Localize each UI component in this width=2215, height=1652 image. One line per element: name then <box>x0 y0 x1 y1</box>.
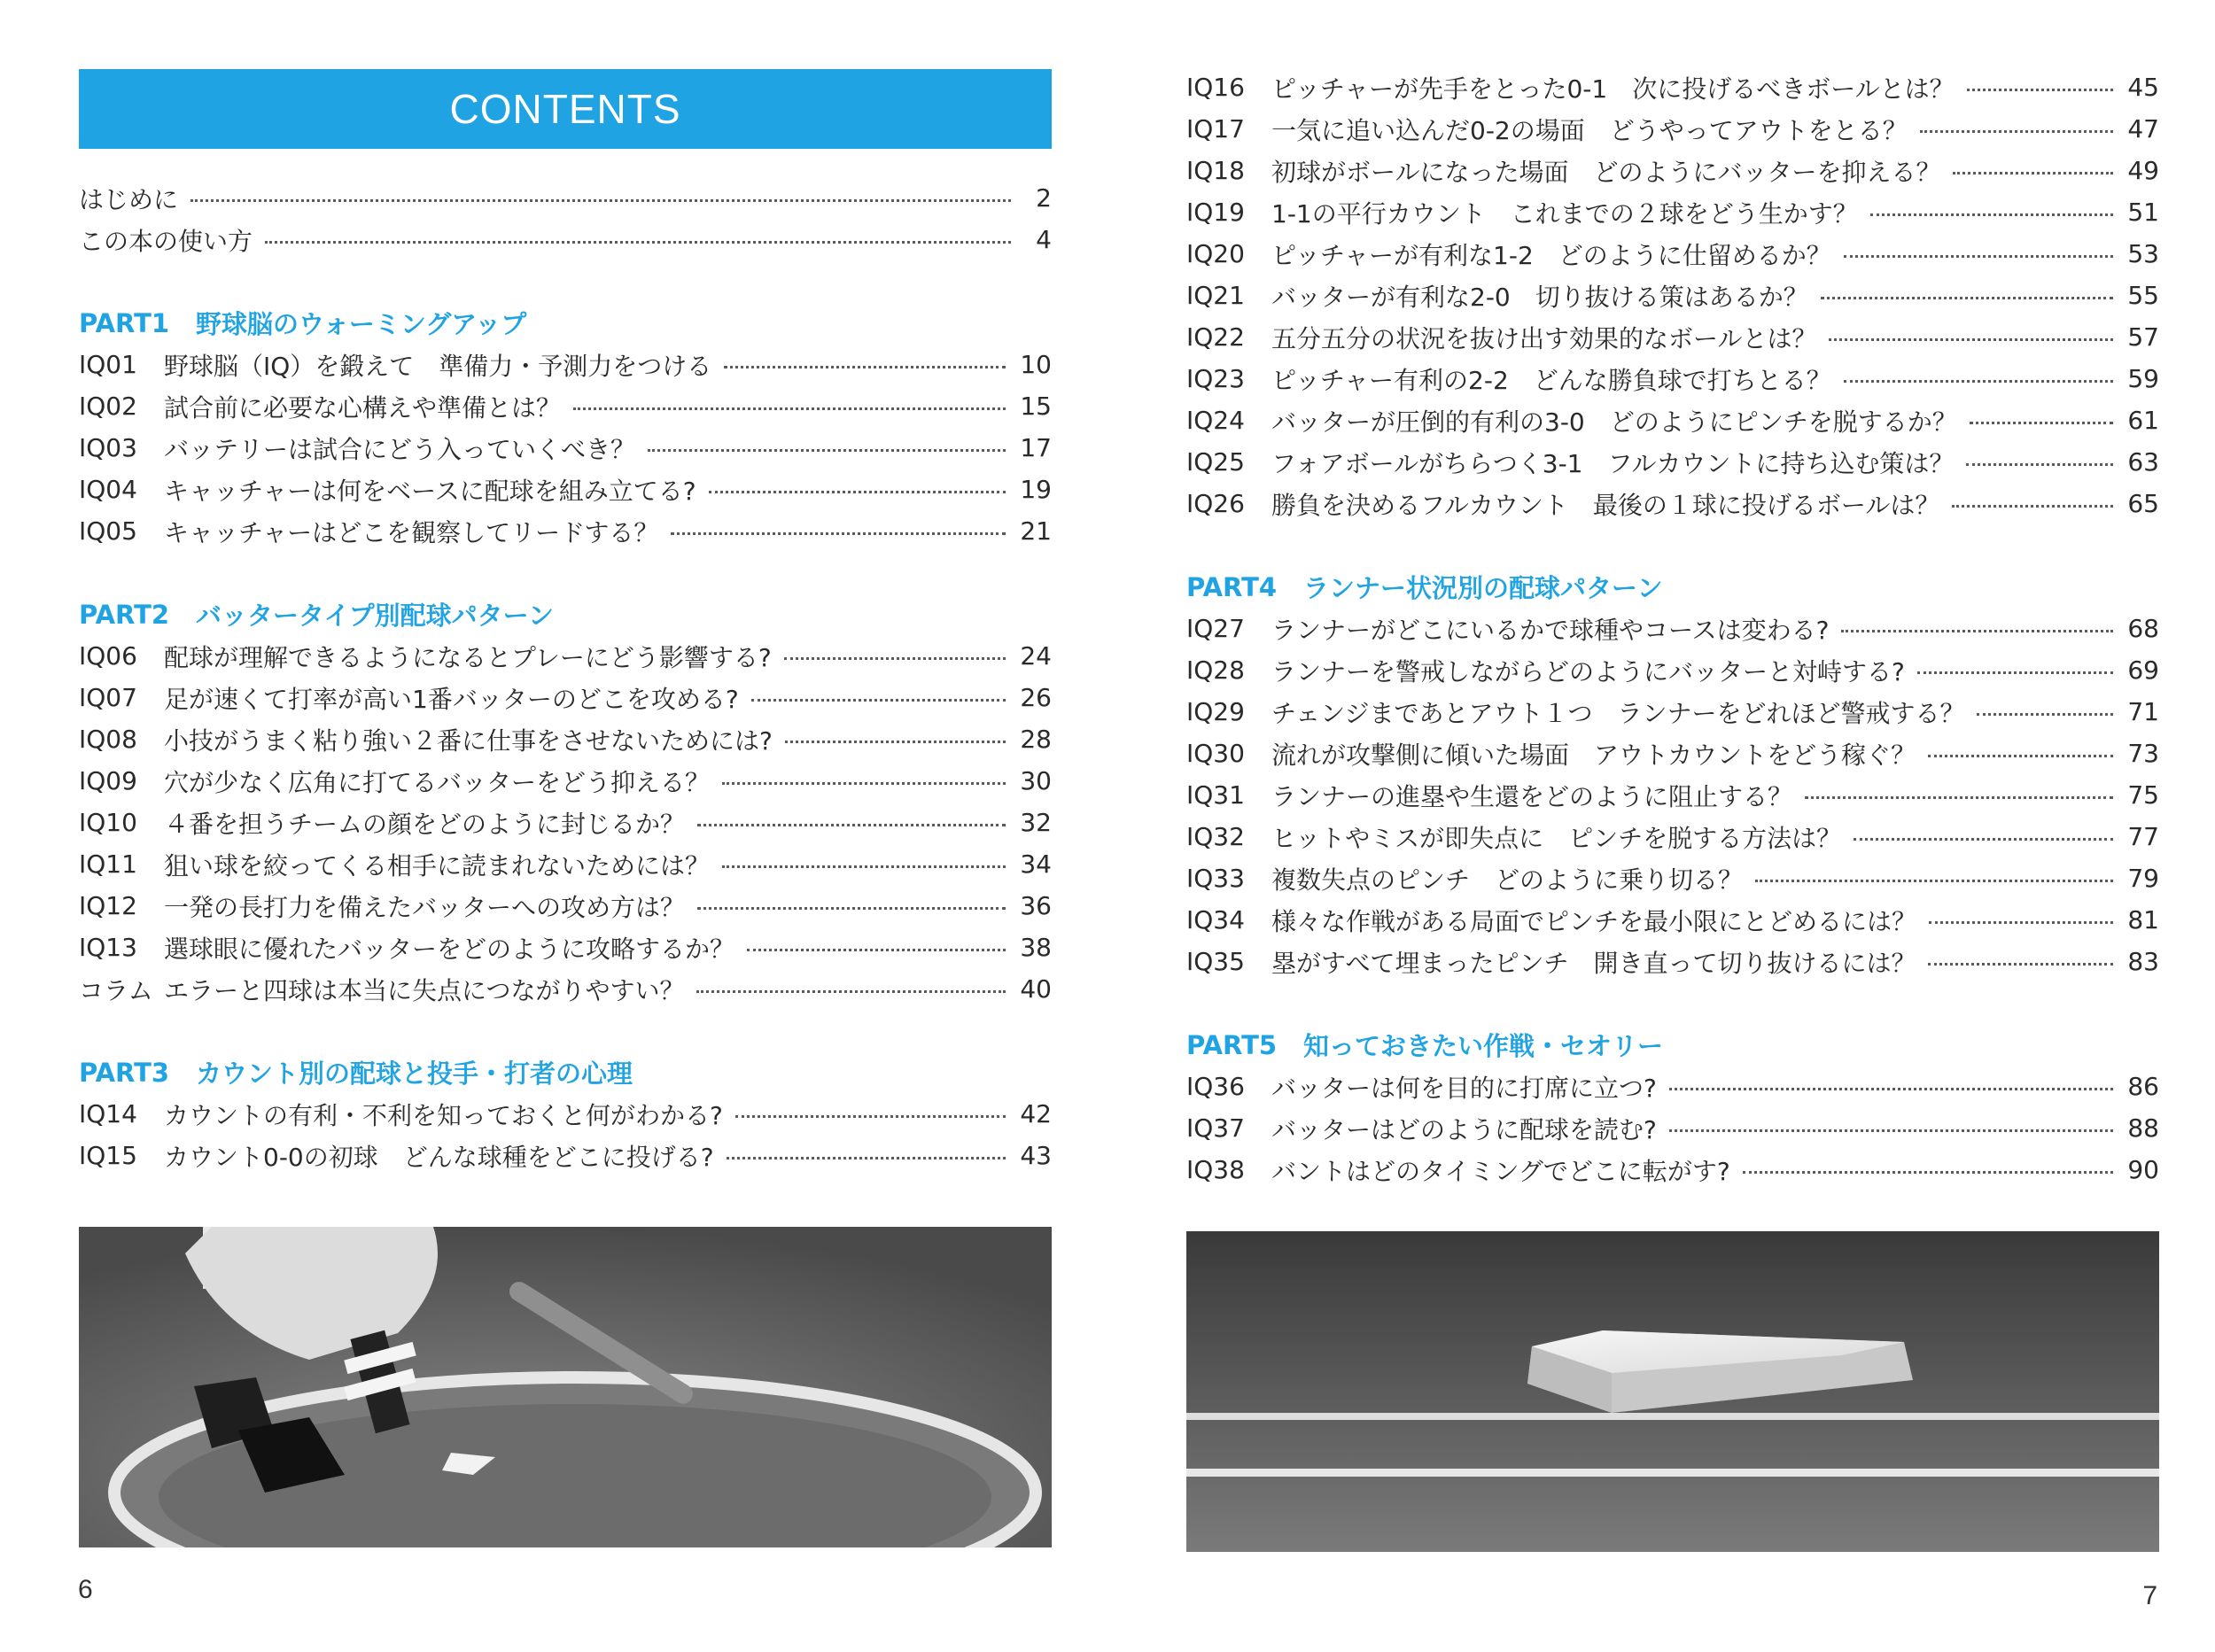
dot-leader <box>784 657 1006 660</box>
dot-leader <box>1669 1129 2113 1132</box>
entry-title: 一発の長打力を備えたバッターへの攻め方は？ <box>164 892 686 922</box>
toc-entry <box>1186 108 2159 150</box>
entry-title: ヒットやミスが即失点に ピンチを脱する方法は？ <box>1271 823 1842 853</box>
entry-code: IQ36 <box>1186 1072 1245 1101</box>
entry-code: IQ32 <box>1186 822 1245 851</box>
entry-title: 試合前に必要な心構えや準備とは？ <box>164 392 562 423</box>
entry-code: IQ19 <box>1186 198 1245 227</box>
entry-code: IQ33 <box>1186 864 1245 893</box>
entry-title: 選球眼に優れたバッターをどのように攻略するか？ <box>164 934 735 964</box>
toc-entry <box>79 843 1052 885</box>
entry-title: バッターが圧倒的有利の3-0 どのようにピンチを脱するか？ <box>1271 407 1957 437</box>
entry-code: IQ07 <box>79 683 137 712</box>
entry-page: 21 <box>1020 516 1052 546</box>
toc-entry <box>1186 483 2159 524</box>
entry-page: 42 <box>1020 1099 1052 1128</box>
dot-leader <box>265 241 1011 244</box>
entry-page: 88 <box>2127 1113 2159 1143</box>
entry-title: ランナーを警戒しながらどのようにバッターと対峙する? <box>1271 656 1905 686</box>
toc-entry <box>79 385 1052 427</box>
entry-code: IQ38 <box>1186 1155 1245 1184</box>
entry-title: ４番を担うチームの顔をどのように封じるか？ <box>164 809 686 839</box>
entry-title: カウントの有利・不利を知っておくと何がわかる? <box>164 1100 723 1130</box>
entry-page: 28 <box>1020 725 1052 754</box>
entry-title: バッターが有利な2-0 切り抜ける策はあるか？ <box>1271 282 1808 312</box>
toc-entry <box>1186 816 2159 857</box>
entry-page: 10 <box>1020 350 1052 379</box>
entry-code: IQ05 <box>79 516 137 546</box>
page-number: 6 <box>78 1575 93 1604</box>
dot-leader <box>722 865 1006 868</box>
base-photo <box>1186 1231 2159 1552</box>
toc-entry <box>1186 441 2159 483</box>
dot-leader <box>1970 422 2114 424</box>
dot-leader <box>1755 880 2113 882</box>
entry-page: 2 <box>1036 183 1052 213</box>
entry-page: 15 <box>1020 392 1052 421</box>
entry-title: 流れが攻撃側に傾いた場面 アウトカウントをどう稼ぐ？ <box>1271 740 1916 770</box>
entry-title: ピッチャーが有利な1-2 どのように仕留めるか？ <box>1271 240 1831 270</box>
dot-leader <box>1821 297 2114 299</box>
toc-entry <box>79 635 1052 677</box>
entry-page: 19 <box>1020 475 1052 504</box>
entry-title: バッテリーは試合にどう入っていくべき？ <box>164 434 636 464</box>
dot-leader <box>1829 338 2113 341</box>
entry-page: 86 <box>2127 1072 2159 1101</box>
dot-leader <box>709 491 1006 493</box>
entry-page: 4 <box>1036 225 1052 254</box>
toc-left <box>79 177 1052 1176</box>
entry-code: IQ29 <box>1186 697 1245 726</box>
dot-leader <box>1917 671 2113 674</box>
entry-title: 狙い球を絞ってくる相手に読まれないためには？ <box>164 850 711 880</box>
entry-code: コラム <box>79 975 153 1005</box>
dot-leader <box>1854 838 2113 841</box>
entry-page: 45 <box>2127 73 2159 102</box>
entry-page: 55 <box>2127 281 2159 310</box>
toc-entry <box>1186 774 2159 816</box>
toc-entry <box>79 968 1052 1010</box>
entry-code: IQ04 <box>79 475 137 504</box>
entry-code: IQ22 <box>1186 322 1245 352</box>
dot-leader <box>696 990 1006 993</box>
toc-entry <box>1186 608 2159 649</box>
entry-code: IQ31 <box>1186 780 1245 810</box>
entry-code: IQ28 <box>1186 655 1245 685</box>
entry-title: 複数失点のピンチ どのように乗り切る？ <box>1271 865 1744 895</box>
entry-page: 40 <box>1020 974 1052 1004</box>
toc-entry <box>79 802 1052 843</box>
dot-leader <box>1967 89 2114 91</box>
part-heading: PART3 カウント別の配球と投手・打者の心理 <box>79 1057 633 1089</box>
dot-leader <box>1841 630 2113 632</box>
dot-leader <box>722 782 1006 785</box>
dot-leader <box>785 741 1006 743</box>
entry-code: IQ26 <box>1186 489 1245 518</box>
dot-leader <box>1928 755 2113 757</box>
entry-page: 61 <box>2127 406 2159 435</box>
entry-code: IQ16 <box>1186 73 1245 102</box>
dot-leader <box>727 1157 1006 1160</box>
entry-page: 90 <box>2127 1155 2159 1184</box>
entry-page: 65 <box>2127 489 2159 518</box>
entry-title: エラーと四球は本当に失点につながりやすい？ <box>164 975 685 1005</box>
toc-entry <box>79 219 1052 260</box>
entry-page: 36 <box>1020 891 1052 920</box>
part-heading: PART5 知っておきたい作戦・セオリー <box>1186 1029 1664 1061</box>
dot-leader <box>1844 255 2114 258</box>
entry-page: 38 <box>1020 933 1052 962</box>
toc-entry <box>1186 150 2159 191</box>
entry-title: 初球がボールになった場面 どのようにバッターを抑える？ <box>1271 157 1941 187</box>
entry-page: 17 <box>1020 433 1052 462</box>
entry-code: IQ25 <box>1186 447 1245 477</box>
toc-entry <box>1186 899 2159 941</box>
entry-code: IQ35 <box>1186 947 1245 976</box>
entry-title: バッターはどのように配球を読む? <box>1271 1114 1657 1144</box>
toc-entry <box>79 1135 1052 1176</box>
toc-entry <box>79 510 1052 552</box>
toc-entry <box>1186 691 2159 733</box>
dot-leader <box>1953 172 2113 175</box>
toc-entry <box>1186 275 2159 316</box>
dot-leader <box>697 907 1006 910</box>
toc-entry <box>79 677 1052 718</box>
entry-code: IQ21 <box>1186 281 1245 310</box>
part-heading: PART1 野球脳のウォーミングアップ <box>79 307 527 339</box>
entry-title: はじめに <box>79 184 179 214</box>
dot-leader <box>1928 963 2113 966</box>
toc-entry <box>79 885 1052 927</box>
entry-code: IQ08 <box>79 725 137 754</box>
dot-leader <box>751 699 1006 702</box>
entry-title: キャッチャーはどこを観察してリードする？ <box>164 517 659 547</box>
entry-page: 81 <box>2127 905 2159 935</box>
entry-page: 57 <box>2127 322 2159 352</box>
dot-leader <box>724 366 1006 368</box>
page-number: 7 <box>2142 1581 2157 1610</box>
entry-code: IQ06 <box>79 641 137 671</box>
entry-title: 足が速くて打率が高い1番バッターのどこを攻める? <box>164 684 739 714</box>
toc-entry <box>79 1093 1052 1135</box>
entry-page: 59 <box>2127 364 2159 393</box>
entry-page: 73 <box>2127 739 2159 768</box>
toc-entry <box>1186 316 2159 358</box>
toc-entry <box>1186 857 2159 899</box>
toc-right <box>1186 66 2159 1191</box>
toc-entry <box>79 927 1052 968</box>
entry-title: この本の使い方 <box>79 226 253 256</box>
dot-leader <box>747 949 1006 951</box>
dot-leader <box>573 407 1006 410</box>
toc-entry <box>1186 399 2159 441</box>
dot-leader <box>735 1115 1006 1118</box>
right-page <box>1108 0 2215 1652</box>
entry-code: IQ34 <box>1186 905 1245 935</box>
entry-page: 53 <box>2127 239 2159 268</box>
entry-code: IQ01 <box>79 350 137 379</box>
toc-entry <box>1186 733 2159 774</box>
entry-title: 塁がすべて埋まったピンチ 開き直って切り抜けるには？ <box>1271 948 1916 978</box>
dot-leader <box>1870 213 2114 216</box>
toc-entry <box>1186 1107 2159 1149</box>
entry-code: IQ20 <box>1186 239 1245 268</box>
toc-entry <box>1186 66 2159 108</box>
entry-title: 一気に追い込んだ0-2の場面 どうやってアウトをとる？ <box>1271 115 1908 145</box>
dot-leader <box>1743 1171 2114 1174</box>
dot-leader <box>1805 796 2113 799</box>
toc-entry <box>1186 233 2159 275</box>
entry-code: IQ13 <box>79 933 137 962</box>
entry-page: 47 <box>2127 114 2159 143</box>
toc-entry <box>1186 1149 2159 1191</box>
toc-entry <box>1186 1066 2159 1107</box>
toc-entry <box>79 344 1052 385</box>
dot-leader <box>1977 713 2113 716</box>
entry-title: 野球脳（IQ）を鍛えて 準備力・予測力をつける <box>164 351 712 381</box>
entry-page: 32 <box>1020 808 1052 837</box>
entry-title: フォアボールがちらつく3-1 フルカウントに持ち込む策は？ <box>1271 448 1955 478</box>
toc-entry <box>79 718 1052 760</box>
entry-code: IQ12 <box>79 891 137 920</box>
entry-page: 51 <box>2127 198 2159 227</box>
toc-entry <box>79 469 1052 510</box>
contents-banner: CONTENTS <box>79 69 1052 149</box>
entry-title: バントはどのタイミングでどこに転がす? <box>1271 1156 1730 1186</box>
toc-entry <box>1186 358 2159 399</box>
entry-title: キャッチャーは何をベースに配球を組み立てる? <box>164 476 696 506</box>
entry-title: 1-1の平行カウント これまでの２球をどう生かす？ <box>1271 198 1858 229</box>
entry-code: IQ18 <box>1186 156 1245 185</box>
entry-title: ランナーの進塁や生還をどのように阻止する？ <box>1271 781 1793 811</box>
toc-entry <box>1186 941 2159 982</box>
entry-page: 24 <box>1020 641 1052 671</box>
entry-page: 34 <box>1020 849 1052 879</box>
entry-page: 75 <box>2127 780 2159 810</box>
entry-title: ピッチャーが先手をとった0-1 次に投げるべきボールとは？ <box>1271 74 1955 104</box>
entry-title: バッターは何を目的に打席に立つ? <box>1271 1073 1657 1103</box>
entry-page: 69 <box>2127 655 2159 685</box>
dot-leader <box>1952 505 2113 508</box>
dot-leader <box>648 449 1006 452</box>
entry-title: 勝負を決めるフルカウント 最後の１球に投げるボールは？ <box>1271 490 1940 520</box>
entry-code: IQ23 <box>1186 364 1245 393</box>
toc-entry <box>1186 649 2159 691</box>
entry-code: IQ24 <box>1186 406 1245 435</box>
batter-photo <box>79 1227 1052 1547</box>
dot-leader <box>697 824 1006 826</box>
entry-title: 小技がうまく粘り強い２番に仕事をさせないためには? <box>164 725 773 756</box>
dot-leader <box>1929 921 2113 924</box>
entry-code: IQ02 <box>79 392 137 421</box>
entry-title: ピッチャー有利の2-2 どんな勝負球で打ちとる？ <box>1271 365 1831 395</box>
entry-page: 30 <box>1020 766 1052 795</box>
entry-code: IQ09 <box>79 766 137 795</box>
entry-page: 26 <box>1020 683 1052 712</box>
entry-page: 79 <box>2127 864 2159 893</box>
entry-title: カウント0-0の初球 どんな球種をどこに投げる? <box>164 1142 714 1172</box>
entry-code: IQ30 <box>1186 739 1245 768</box>
entry-title: 様々な作戦がある局面でピンチを最小限にとどめるには？ <box>1271 906 1917 936</box>
dot-leader <box>190 199 1011 202</box>
entry-page: 71 <box>2127 697 2159 726</box>
dot-leader <box>1920 130 2114 133</box>
toc-entry <box>79 760 1052 802</box>
entry-title: 五分五分の状況を抜け出す効果的なボールとは？ <box>1271 323 1817 353</box>
entry-page: 49 <box>2127 156 2159 185</box>
entry-code: IQ37 <box>1186 1113 1245 1143</box>
entry-code: IQ27 <box>1186 614 1245 643</box>
entry-code: IQ14 <box>79 1099 137 1128</box>
entry-page: 68 <box>2127 614 2159 643</box>
toc-entry <box>1186 191 2159 233</box>
entry-title: 配球が理解できるようになるとプレーにどう影響する? <box>164 642 772 672</box>
entry-code: IQ10 <box>79 808 137 837</box>
entry-page: 63 <box>2127 447 2159 477</box>
entry-code: IQ03 <box>79 433 137 462</box>
entry-page: 77 <box>2127 822 2159 851</box>
entry-title: チェンジまであとアウト１つ ランナーをどれほど警戒する？ <box>1271 698 1965 728</box>
entry-code: IQ11 <box>79 849 137 879</box>
part-heading: PART4 ランナー状況別の配球パターン <box>1186 571 1663 603</box>
entry-title: 穴が少なく広角に打てるバッターをどう抑える？ <box>164 767 711 797</box>
entry-title: ランナーがどこにいるかで球種やコースは変わる? <box>1271 615 1830 645</box>
entry-page: 43 <box>1020 1141 1052 1170</box>
dot-leader <box>671 532 1006 535</box>
toc-entry <box>79 177 1052 219</box>
entry-code: IQ17 <box>1186 114 1245 143</box>
dot-leader <box>1669 1088 2113 1090</box>
entry-code: IQ15 <box>79 1141 137 1170</box>
dot-leader <box>1844 380 2114 383</box>
entry-page: 83 <box>2127 947 2159 976</box>
dot-leader <box>1966 463 2113 466</box>
part-heading: PART2 バッタータイプ別配球パターン <box>79 599 555 631</box>
toc-entry <box>79 427 1052 469</box>
